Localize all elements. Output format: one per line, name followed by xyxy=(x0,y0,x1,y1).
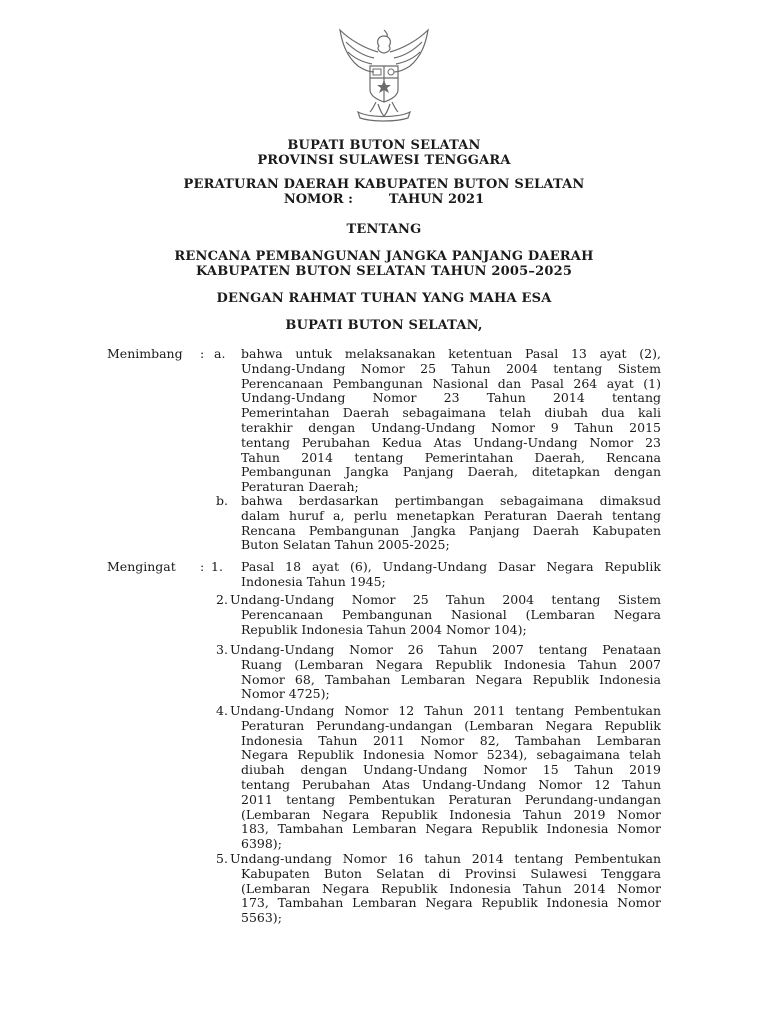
text-line: Perencanaan Pembangunan Nasional (Lembaran Negara xyxy=(241,606,661,622)
subject-line-2: KABUPATEN BUTON SELATAN TAHUN 2005–2025 xyxy=(195,264,573,279)
mengingat-marker-2: 2. xyxy=(216,592,228,607)
nomor-label: NOMOR : xyxy=(283,192,353,207)
text-line: (Lembaran Negara Republik Indonesia Tahun 2014 Nomor xyxy=(241,880,661,896)
tentang-heading: TENTANG xyxy=(346,222,422,237)
garuda-emblem-icon xyxy=(334,22,434,124)
mengingat-colon: : xyxy=(200,559,205,574)
text-line: Undang-Undang Nomor 25 Tahun 2004 tentang Sistem xyxy=(241,360,661,376)
menimbang-marker-a: a. xyxy=(214,346,226,361)
heading-bupati: BUPATI BUTON SELATAN xyxy=(287,138,481,153)
text-line: (Lembaran Negara Republik Indonesia Tahun 2019 Nomor xyxy=(241,806,661,822)
menimbang-item-b xyxy=(241,494,661,553)
text-line: Indonesia Tahun 2011 Nomor 82, Tambahan Lembaran xyxy=(241,732,661,748)
text-line: 183, Tambahan Lembaran Negara Republik Indonesia Nomor xyxy=(241,821,661,837)
text-line: Republik Indonesia Tahun 2004 Nomor 104); xyxy=(241,621,527,637)
authority-line: BUPATI BUTON SELATAN, xyxy=(285,318,483,333)
text-line: Perencanaan Pembangunan Nasional dan Pasal 264 ayat (1) xyxy=(241,375,661,391)
text-line: Pembangunan Jangka Panjang Daerah, ditetapkan dengan xyxy=(241,464,661,480)
mengingat-item-3 xyxy=(230,643,661,702)
text-line: 5563); xyxy=(241,910,282,926)
text-line: Pasal 18 ayat (6), Undang-Undang Dasar Negara Republik xyxy=(241,559,661,574)
text-line: Undang-Undang Nomor 26 Tahun 2007 tentang Penataan xyxy=(230,642,661,657)
text-line: terakhir dengan Undang-Undang Nomor 9 Tahun 2015 xyxy=(241,419,661,435)
text-line: 173, Tambahan Lembaran Negara Republik Indonesia Nomor xyxy=(241,895,661,911)
subject-line-1: RENCANA PEMBANGUNAN JANGKA PANJANG DAERAH xyxy=(174,249,594,264)
menimbang-marker-b: b. xyxy=(216,493,228,508)
text-line: Buton Selatan Tahun 2005-2025; xyxy=(241,537,450,553)
text-line: Rencana Pembangunan Jangka Panjang Daerah Kabupaten xyxy=(241,522,661,538)
menimbang-item-a xyxy=(241,347,661,495)
text-line: diubah dengan Undang-Undang Nomor 15 Tahun 2019 xyxy=(241,762,661,778)
mengingat-item-2 xyxy=(230,593,661,637)
text-line: dalam huruf a, perlu menetapkan Peraturan Daerah tentang xyxy=(241,507,661,523)
text-line: Undang-Undang Nomor 12 Tahun 2011 tentang Pembentukan xyxy=(230,703,661,718)
mengingat-label: Mengingat xyxy=(107,559,176,574)
regulation-title: PERATURAN DAERAH KABUPATEN BUTON SELATAN xyxy=(183,177,585,192)
menimbang-colon: : xyxy=(200,346,205,361)
text-line: bahwa untuk melaksanakan ketentuan Pasal 13 ayat (2), xyxy=(241,346,661,361)
mengingat-item-1 xyxy=(241,560,661,590)
mengingat-item-4 xyxy=(230,704,661,852)
text-line: Nomor 4725); xyxy=(241,686,330,702)
text-line: Ruang (Lembaran Negara Republik Indonesia Tahun 2007 xyxy=(241,656,661,672)
mengingat-marker-1: 1. xyxy=(211,559,223,574)
text-line: Undang-Undang Nomor 25 Tahun 2004 tentang Sistem xyxy=(230,592,661,607)
text-line: Indonesia Tahun 1945; xyxy=(241,573,386,589)
nomor-line xyxy=(0,192,768,207)
text-line: Peraturan Daerah; xyxy=(241,479,359,495)
text-line: Nomor 68, Tambahan Lembaran Negara Republik Indonesia xyxy=(241,671,661,687)
text-line: tentang Perubahan Kedua Atas Undang-Undang Nomor 23 xyxy=(241,434,661,450)
menimbang-label: Menimbang xyxy=(107,346,183,361)
tahun-label: TAHUN 2021 xyxy=(388,192,485,207)
text-line: tentang Perubahan Atas Undang-Undang Nomor 12 Tahun xyxy=(241,776,661,792)
blessing-line: DENGAN RAHMAT TUHAN YANG MAHA ESA xyxy=(216,291,552,306)
mengingat-marker-3: 3. xyxy=(216,642,228,657)
text-line: Undang-undang Nomor 16 tahun 2014 tentang Pembentukan xyxy=(230,851,661,866)
text-line: Pemerintahan Daerah sebagaimana telah diubah dua kali xyxy=(241,405,661,421)
text-line: Tahun 2014 tentang Pemerintahan Daerah, Rencana xyxy=(241,449,661,465)
text-line: Peraturan Perundang-undangan (Lembaran Negara Republik xyxy=(241,717,661,733)
text-line: Negara Republik Indonesia Nomor 5234), sebagaimana telah xyxy=(241,747,661,763)
text-line: bahwa berdasarkan pertimbangan sebagaimana dimaksud xyxy=(241,493,661,508)
text-line: 6398); xyxy=(241,836,282,852)
mengingat-item-5 xyxy=(230,852,661,926)
heading-provinsi: PROVINSI SULAWESI TENGGARA xyxy=(257,153,511,168)
mengingat-marker-5: 5. xyxy=(216,851,228,866)
text-line: 2011 tentang Pembentukan Peraturan Perundang-undangan xyxy=(241,791,661,807)
text-line: Undang-Undang Nomor 23 Tahun 2014 tentang xyxy=(241,390,661,406)
text-line: Kabupaten Buton Selatan di Provinsi Sulawesi Tenggara xyxy=(241,865,661,881)
mengingat-marker-4: 4. xyxy=(216,703,228,718)
